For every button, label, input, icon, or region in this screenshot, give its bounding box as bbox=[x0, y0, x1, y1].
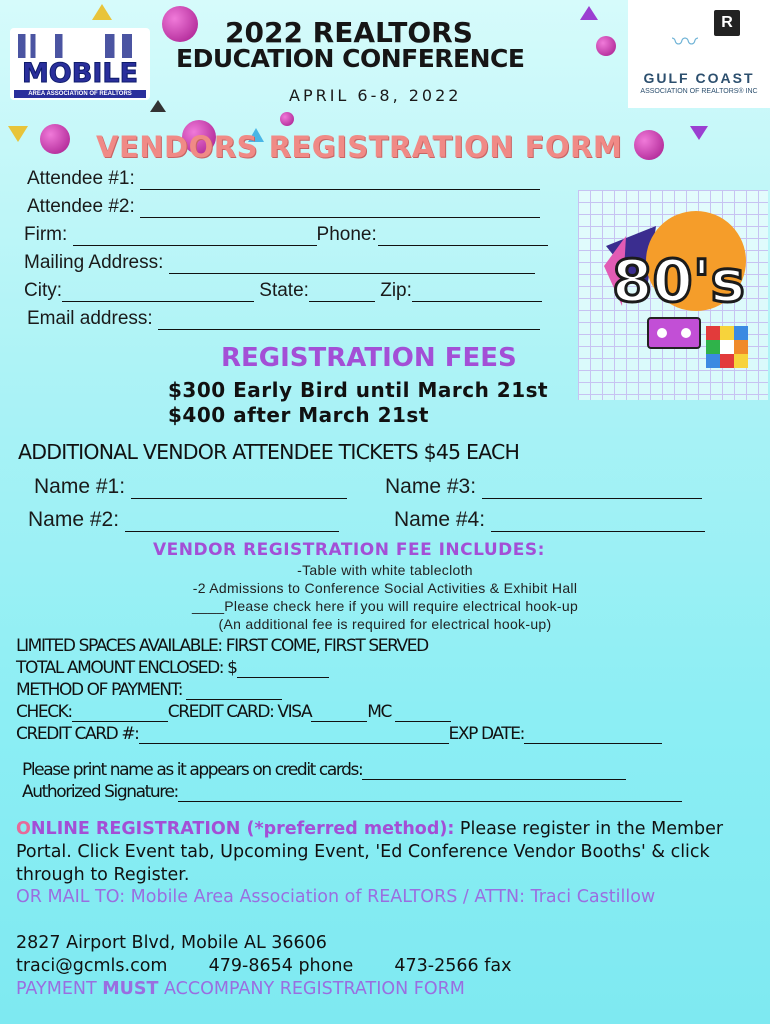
realtor-r-icon: R bbox=[714, 10, 740, 36]
conference-title-line1: 2022 REALTORS bbox=[225, 16, 473, 49]
name2-label: Name #2: bbox=[28, 508, 120, 531]
print-name-field[interactable] bbox=[22, 760, 626, 780]
zip-label: Zip: bbox=[380, 280, 412, 301]
additional-tickets-title: ADDITIONAL VENDOR ATTENDEE TICKETS $45 EACH bbox=[18, 440, 520, 464]
seagull-icon: 〰 bbox=[672, 27, 699, 57]
mailing-field[interactable] bbox=[24, 252, 535, 274]
electrical-hookup-checkbox[interactable]: ____Please check here if you will require electrical hook-up bbox=[191, 598, 579, 614]
cassette-reel bbox=[657, 328, 667, 338]
print-name-label: Please print name as it appears on credit cards: bbox=[22, 760, 363, 780]
attendee1-field[interactable] bbox=[27, 168, 540, 190]
contact-line bbox=[16, 955, 766, 978]
conference-title-line2: EDUCATION CONFERENCE bbox=[176, 44, 525, 73]
state-label: State: bbox=[259, 280, 309, 301]
confetti-triangle bbox=[92, 4, 112, 20]
total-amount-input-line[interactable] bbox=[237, 662, 329, 678]
online-label-o: O bbox=[16, 819, 31, 839]
logo-subtitle: AREA ASSOCIATION OF REALTORS bbox=[14, 90, 146, 98]
credit-visa-label: CREDIT CARD: VISA bbox=[167, 702, 312, 722]
signature-label: Authorized Signature: bbox=[22, 782, 178, 802]
contact-phone: 479-8654 phone bbox=[208, 956, 354, 976]
confetti-dot bbox=[634, 130, 664, 160]
limited-spaces-note: LIMITED SPACES AVAILABLE: FIRST COME, FIRST SERVED bbox=[16, 636, 428, 656]
attendee2-input-line[interactable] bbox=[140, 199, 540, 218]
phone-input-line[interactable] bbox=[378, 227, 548, 246]
name2-input-line[interactable] bbox=[125, 513, 339, 532]
visa-input-line[interactable] bbox=[311, 706, 367, 722]
contact-email[interactable]: traci@gcmls.com bbox=[16, 956, 168, 976]
mc-input-line[interactable] bbox=[395, 706, 451, 722]
confetti-dot bbox=[280, 112, 294, 126]
name1-input-line[interactable] bbox=[131, 480, 347, 499]
city-label: City: bbox=[24, 280, 62, 301]
name1-field[interactable] bbox=[34, 475, 347, 499]
exp-date-label: EXP DATE: bbox=[448, 724, 524, 744]
mobile-association-logo bbox=[10, 28, 150, 100]
check-label: CHECK: bbox=[16, 702, 72, 722]
total-amount-label: TOTAL AMOUNT ENCLOSED: $ bbox=[16, 658, 237, 678]
online-registration-block bbox=[16, 818, 766, 887]
city-input-line[interactable] bbox=[62, 283, 254, 302]
name1-label: Name #1: bbox=[34, 475, 126, 498]
confetti-dot bbox=[40, 124, 70, 154]
cassette-icon bbox=[648, 318, 700, 348]
name4-field[interactable] bbox=[394, 508, 705, 532]
name3-label: Name #3: bbox=[385, 475, 477, 498]
mailing-input-line[interactable] bbox=[169, 255, 535, 274]
card-number-input-line[interactable] bbox=[139, 728, 449, 744]
fee-includes-title: VENDOR REGISTRATION FEE INCLUDES: bbox=[153, 540, 545, 560]
gulf-coast-subtitle: ASSOCIATION OF REALTORS® INC bbox=[640, 88, 758, 95]
name3-field[interactable] bbox=[385, 475, 702, 499]
attendee2-label: Attendee #2: bbox=[27, 196, 135, 217]
confetti-dot bbox=[162, 6, 198, 42]
mc-label: MC bbox=[367, 702, 391, 722]
name4-input-line[interactable] bbox=[491, 513, 705, 532]
include-item-admissions: -2 Admissions to Conference Social Activities & Exhibit Hall bbox=[192, 580, 578, 596]
early-bird-fee: $300 Early Bird until March 21st bbox=[168, 378, 549, 402]
name3-input-line[interactable] bbox=[482, 480, 702, 499]
confetti-triangle bbox=[150, 100, 166, 112]
check-input-line[interactable] bbox=[72, 706, 168, 722]
logo-word: MOBILE bbox=[21, 58, 139, 89]
name4-label: Name #4: bbox=[394, 508, 486, 531]
payment-method-input-line[interactable] bbox=[186, 684, 282, 700]
form-title: VENDORS REGISTRATION FORM bbox=[96, 130, 623, 164]
card-number-label: CREDIT CARD #: bbox=[16, 724, 139, 744]
eighties-graphic bbox=[586, 206, 766, 382]
confetti-triangle bbox=[580, 6, 598, 20]
zip-input-line[interactable] bbox=[412, 283, 542, 302]
electrical-fee-note: (An additional fee is required for electrical hook-up) bbox=[218, 616, 552, 632]
credit-card-field[interactable] bbox=[16, 724, 662, 744]
payment-must-emphasis: MUST bbox=[102, 979, 159, 999]
name2-field[interactable] bbox=[28, 508, 339, 532]
rubiks-cube-icon bbox=[706, 326, 748, 368]
attendee1-label: Attendee #1: bbox=[27, 168, 135, 189]
email-label: Email address: bbox=[27, 308, 153, 329]
mailing-label: Mailing Address: bbox=[24, 252, 164, 273]
print-name-input-line[interactable] bbox=[362, 764, 626, 780]
email-field[interactable] bbox=[27, 308, 540, 330]
payment-method-label: METHOD OF PAYMENT: bbox=[16, 680, 183, 700]
city-state-zip-field[interactable] bbox=[24, 280, 542, 302]
payment-must-line bbox=[16, 978, 766, 1001]
confetti-triangle bbox=[8, 126, 28, 142]
attendee1-input-line[interactable] bbox=[140, 171, 540, 190]
eighties-text: 80's bbox=[612, 247, 745, 315]
late-fee: $400 after March 21st bbox=[168, 403, 429, 427]
skyline-graphic bbox=[18, 34, 142, 58]
gulf-coast-logo bbox=[628, 0, 770, 108]
state-input-line[interactable] bbox=[309, 283, 375, 302]
online-label: NLINE REGISTRATION (*preferred method): bbox=[30, 819, 455, 839]
exp-date-input-line[interactable] bbox=[524, 728, 662, 744]
mail-to-text: OR MAIL TO: Mobile Area Association of REALTORS / ATTN: Traci Castillow bbox=[16, 887, 656, 907]
contact-fax: 473-2566 fax bbox=[394, 956, 512, 976]
registration-fees-title: REGISTRATION FEES bbox=[221, 343, 517, 373]
cassette-reel bbox=[681, 328, 691, 338]
online-instructions: Please register in the Member Portal. Click Event tab, Upcoming Event, 'Ed Conference Vendor Booths' & click through to Register. bbox=[16, 819, 724, 885]
firm-field[interactable] bbox=[24, 224, 548, 246]
signature-field[interactable] bbox=[22, 782, 682, 802]
firm-input-line[interactable] bbox=[73, 227, 317, 246]
firm-label: Firm: bbox=[24, 224, 68, 245]
payment-method-field[interactable] bbox=[16, 680, 282, 700]
include-item-table: -Table with white tablecloth bbox=[297, 562, 473, 578]
email-input-line[interactable] bbox=[158, 311, 540, 330]
gulf-coast-name: GULF COAST bbox=[643, 70, 755, 86]
payment-must-pre: PAYMENT bbox=[16, 979, 103, 999]
confetti-dot bbox=[596, 36, 616, 56]
signature-input-line[interactable] bbox=[178, 786, 682, 802]
total-amount-field[interactable] bbox=[16, 658, 329, 678]
check-credit-field[interactable] bbox=[16, 702, 451, 722]
mailing-address: 2827 Airport Blvd, Mobile AL 36606 bbox=[16, 933, 327, 953]
phone-label: Phone: bbox=[316, 224, 377, 245]
payment-must-post: ACCOMPANY REGISTRATION FORM bbox=[158, 979, 465, 999]
confetti-triangle bbox=[690, 126, 708, 140]
attendee2-field[interactable] bbox=[27, 196, 540, 218]
conference-dates: APRIL 6-8, 2022 bbox=[289, 86, 462, 105]
